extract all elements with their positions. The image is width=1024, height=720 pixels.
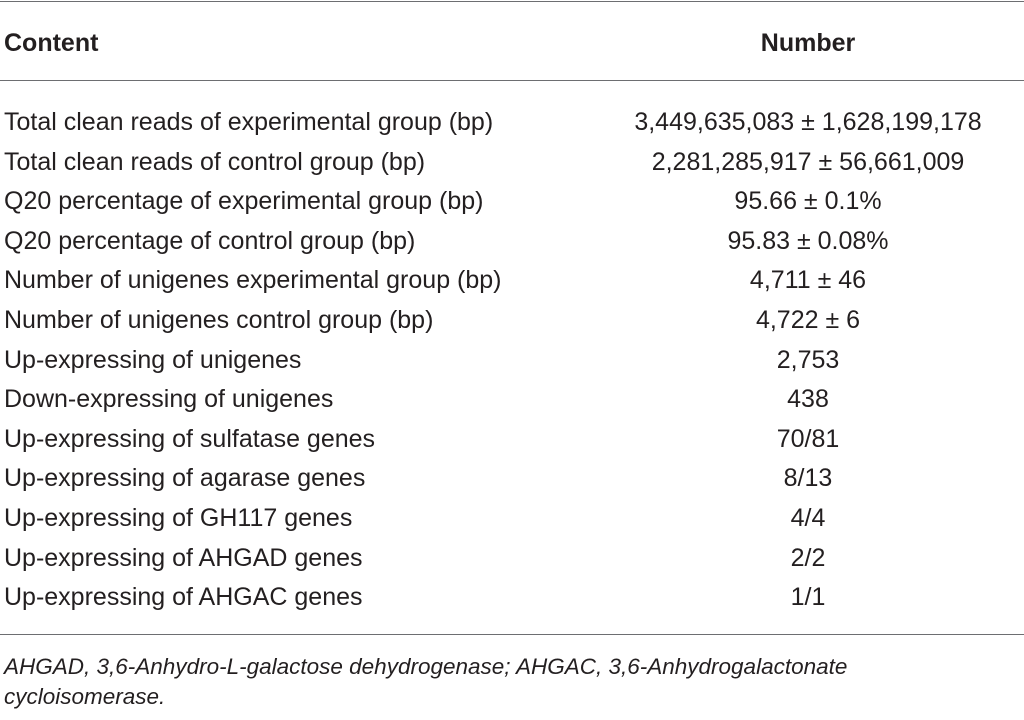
row-content: Q20 percentage of experimental group (bp) (4, 187, 484, 216)
row-content: Total clean reads of experimental group (bp) (4, 108, 494, 136)
table-row (0, 301, 1024, 341)
table-row (0, 261, 1024, 301)
row-number: 3,449,635,083 ± 1,628,199,178 (634, 108, 982, 136)
row-content: Up-expressing of GH117 genes (4, 503, 353, 532)
row-content: Down-expressing of unigenes (4, 385, 334, 414)
row-content: Up-expressing of sulfatase genes (4, 424, 376, 453)
table-row (0, 143, 1024, 183)
row-number: 4,722 ± 6 (755, 305, 861, 334)
row-content: Up-expressing of agarase genes (4, 464, 366, 493)
table-top-rule (0, 1, 1024, 2)
row-number: 2/2 (790, 543, 826, 572)
header-number: Number (760, 29, 856, 57)
row-content: Up-expressing of unigenes (4, 345, 302, 374)
row-content: Up-expressing of AHGAD genes (4, 543, 363, 572)
table-row (0, 578, 1024, 618)
table-row (0, 499, 1024, 539)
row-number: 4/4 (790, 503, 826, 532)
row-number: 95.66 ± 0.1% (734, 187, 882, 216)
table-row (0, 182, 1024, 222)
row-number: 70/81 (776, 424, 840, 453)
table-header (0, 23, 1024, 63)
table-bottom-rule (0, 634, 1024, 635)
table-row (0, 103, 1024, 143)
row-number: 2,753 (776, 345, 840, 374)
row-content: Total clean reads of control group (bp) (4, 147, 426, 176)
row-number: 95.83 ± 0.08% (727, 226, 889, 255)
row-content: Number of unigenes control group (bp) (4, 305, 434, 334)
row-content: Number of unigenes experimental group (bp) (4, 266, 502, 295)
table-row (0, 380, 1024, 420)
row-number: 2,281,285,917 ± 56,661,009 (651, 147, 965, 176)
header-content: Content (4, 29, 99, 57)
row-number: 1/1 (790, 583, 826, 612)
table-row (0, 459, 1024, 499)
row-number: 4,711 ± 46 (749, 266, 867, 295)
table-row (0, 420, 1024, 460)
table-row (0, 222, 1024, 262)
table-row (0, 341, 1024, 381)
table-row (0, 539, 1024, 579)
table-header-rule (0, 80, 1024, 81)
table-footnote: AHGAD, 3,6-Anhydro-L-galactose dehydrogenase; AHGAC, 3,6-Anhydrogalactonate cycloisomerase. (4, 654, 848, 709)
row-content: Q20 percentage of control group (bp) (4, 226, 416, 255)
row-number: 8/13 (783, 464, 833, 493)
row-number: 438 (787, 385, 829, 414)
row-content: Up-expressing of AHGAC genes (4, 583, 363, 612)
table-body (0, 103, 1024, 618)
